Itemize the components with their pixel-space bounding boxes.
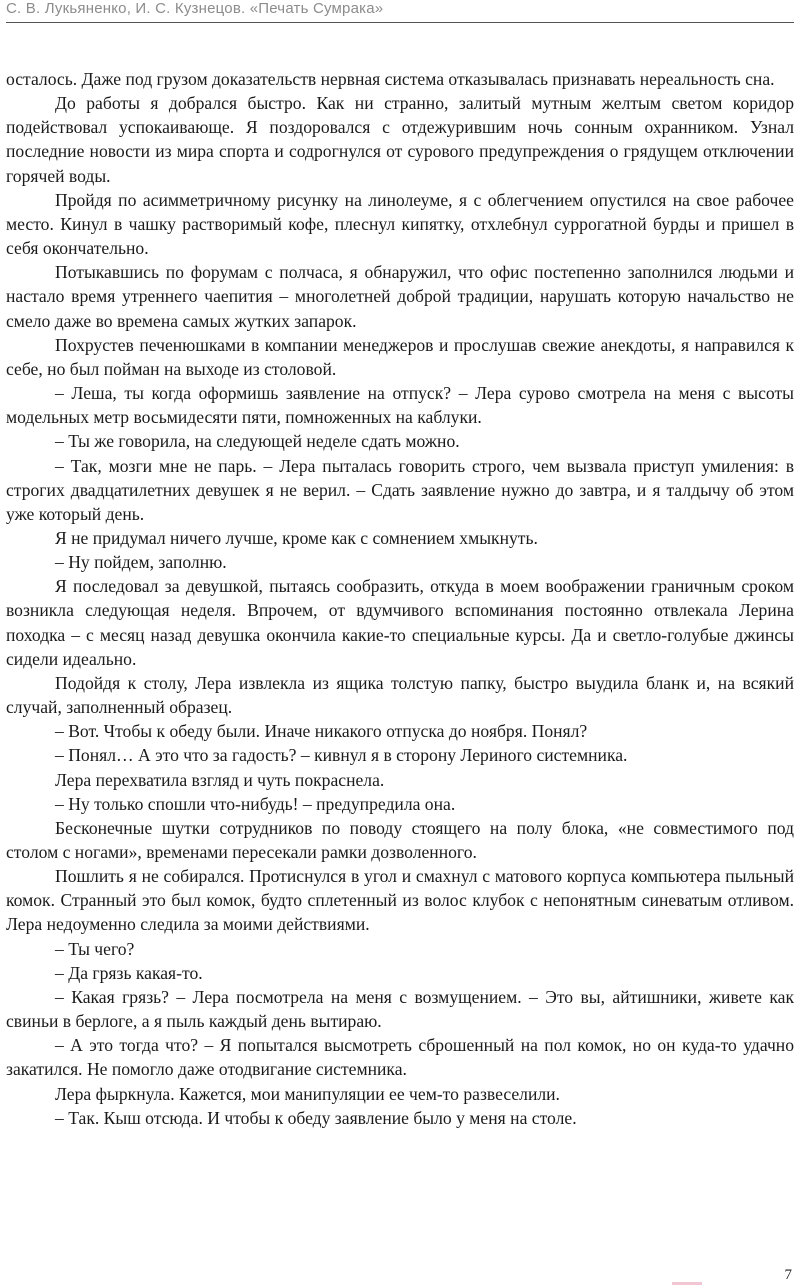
body-text (6, 67, 794, 1130)
dialogue-line: – Так, мозги мне не парь. – Лера пыталась говорить строго, чем вызвала приступ умиления: в строгих двадцатилетних девушек я не верил. – Сдать заявление нужно до завтра, и я талдычу об этом уже который день. (6, 455, 794, 524)
paragraph: Подойдя к столу, Лера извлекла из ящика толстую папку, быстро выудила бланк и, на всякий случай, заполненный образец. (6, 672, 794, 718)
paragraph: До работы я добрался быстро. Как ни странно, залитый мутным желтым светом коридор подействовал успокаивающе. Я поздоровался с отдежурившим ночь сонным охранником. Узнал последние новости из мира спорта и содрогнулся от сурового предупреждения о грядущем отключении горячей воды. (6, 93, 794, 186)
dialogue-line: – Ты же говорила, на следующей неделе сдать можно. (55, 431, 460, 452)
dialogue-line: – Так. Кыш отсюда. И чтобы к обеду заявление было у меня на столе. (55, 1107, 577, 1128)
dialogue-line: – Какая грязь? – Лера посмотрела на меня с возмущением. – Это вы, айтишники, живете как свиньи в берлоге, а я пыль каждый день вытираю. (6, 986, 794, 1032)
dialogue-line: – Вот. Чтобы к обеду были. Иначе никакого отпуска до ноября. Понял? (55, 721, 588, 742)
paragraph: Я не придумал ничего лучше, кроме как с сомнением хмыкнуть. (55, 527, 538, 548)
running-head: С. В. Лукьяненко, И. С. Кузнецов. «Печать Сумрака» (6, 0, 384, 17)
paragraph: Пошлить я не собирался. Протиснулся в угол и смахнул с матового корпуса компьютера пыльный комок. Странный это был комок, будто сплетенный из волос клубок с непонятным синеватым отливом. Лера недоуменно следила за моими действиями. (6, 866, 794, 935)
paragraph: Потыкавшись по форумам с полчаса, я обнаружил, что офис постепенно заполнился людьми и настало время утреннего чаепития – многолетней доброй традиции, нарушать которую начальство не смело даже во времена самых жутких запарок. (6, 262, 794, 331)
dialogue-line: – Да грязь какая-то. (55, 962, 203, 983)
dialogue-line: – Ну пойдем, заполню. (55, 552, 227, 573)
paragraph: осталось. Даже под грузом доказательств нервная система отказывалась признавать нереальность сна. (6, 69, 775, 89)
footer-mark (672, 1282, 702, 1285)
page-number: 7 (784, 1267, 792, 1283)
dialogue-line: – Леша, ты когда оформишь заявление на отпуск? – Лера сурово смотрела на меня с высоты модельных метр восьмидесяти пяти, помноженных на каблуки. (6, 383, 794, 428)
paragraph: Похрустев печенюшками в компании менеджеров и прослушав свежие анекдоты, я направился к себе, но был пойман на выходе из столовой. (6, 334, 794, 379)
dialogue-line: – А это тогда что? – Я попытался высмотреть сброшенный на пол комок, но он куда-то удачно закатился. Не помогло даже отодвигание системника. (6, 1035, 794, 1080)
paragraph: Я последовал за девушкой, пытаясь сообразить, откуда в моем воображении граничным сроком возникла следующая неделя. Впрочем, от вдумчивого вспоминания постоянно отвлекала Лерина походка – с месяц назад девушка окончила какие-то специальные курсы. Да и светло-голубые джинсы сидели идеально. (6, 576, 794, 669)
paragraph: Бесконечные шутки сотрудников по поводу стоящего на полу блока, «не совместимого под столом с ногами», временами пересекали рамки дозволенного. (6, 817, 794, 862)
header-divider (6, 22, 794, 23)
dialogue-line: – Ты чего? (55, 938, 135, 959)
paragraph: Пройдя по асимметричному рисунку на линолеуме, я с облегчением опустился на свое рабочее место. Кинул в чашку растворимый кофе, плеснул кипятку, отхлебнул суррогатной бурды и пришел в себя окончательно. (6, 189, 794, 259)
dialogue-line: – Понял… А это что за гадость? – кивнул я в сторону Лериного системника. (55, 745, 628, 766)
paragraph: Лера фыркнула. Кажется, мои манипуляции ее чем-то развеселили. (55, 1083, 560, 1104)
paragraph: Лера перехватила взгляд и чуть покраснела. (55, 769, 385, 790)
dialogue-line: – Ну только спошли что-нибудь! – предупредила она. (55, 793, 456, 814)
